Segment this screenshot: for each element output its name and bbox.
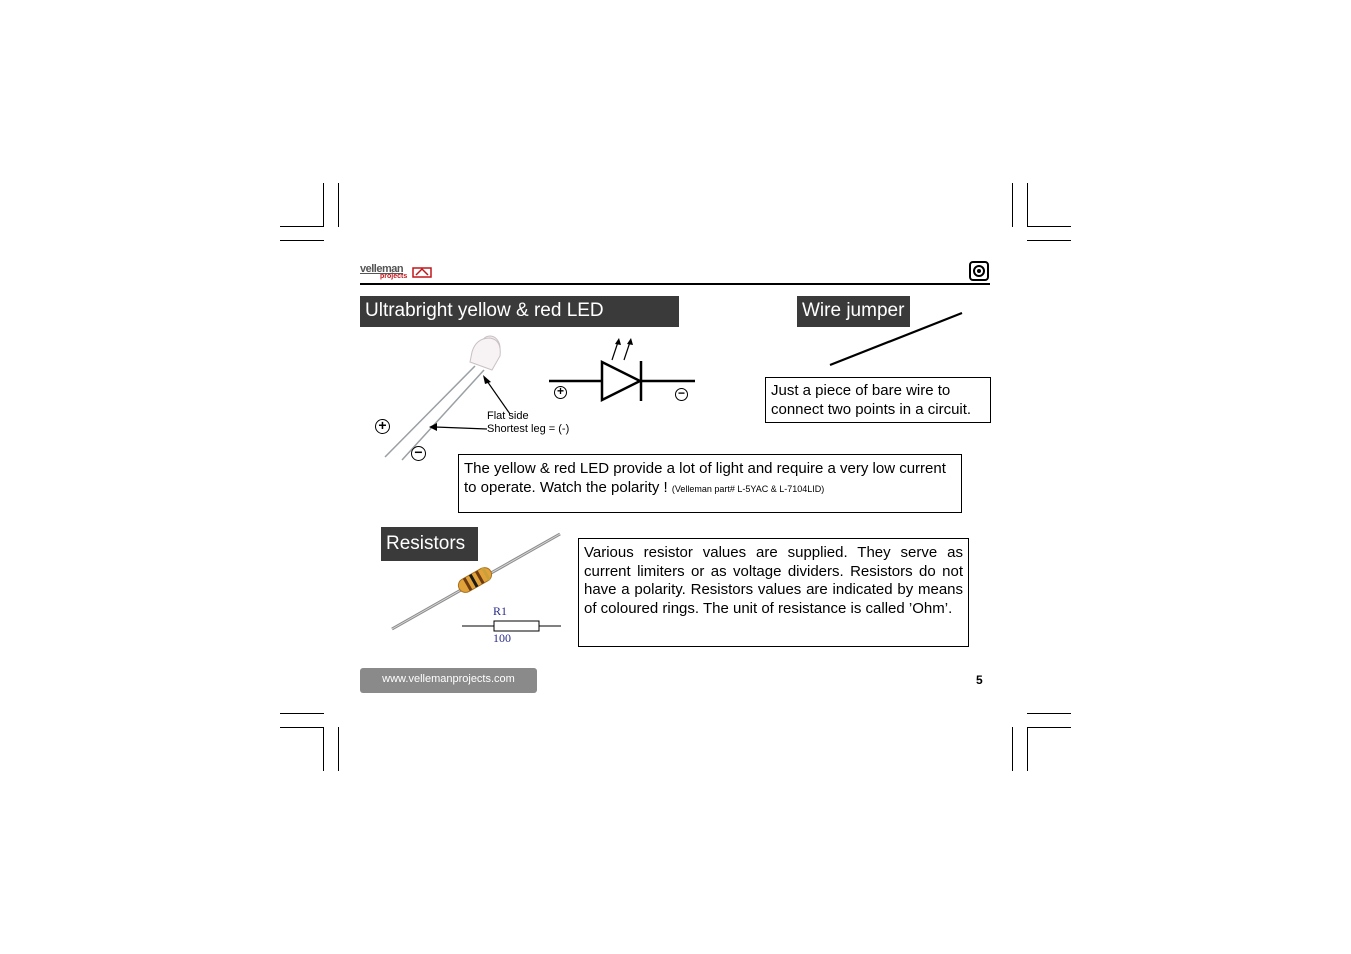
wire-jumper-drawing bbox=[828, 310, 966, 370]
led-description: The yellow & red LED provide a lot of light and require a very low current to operate. Watch the polarity ! bbox=[464, 460, 946, 496]
footer-url-link[interactable]: www.vellemanprojects.com bbox=[360, 668, 537, 693]
brand-logo bbox=[360, 263, 435, 283]
resistor-ref-label: R1 bbox=[493, 604, 508, 618]
led-description-box bbox=[458, 454, 962, 513]
led-part-note: (Velleman part# L-5YAC & L-7104LID) bbox=[671, 484, 825, 494]
led-title: Ultrabright yellow & red LED bbox=[360, 296, 679, 327]
led-schematic-symbol bbox=[548, 334, 696, 406]
minus-icon: − bbox=[411, 446, 426, 461]
brand-main: velleman bbox=[360, 263, 404, 275]
brand-sub: projects bbox=[380, 273, 408, 280]
flat-side-label: Flat side bbox=[487, 410, 529, 422]
schematic-plus-icon: + bbox=[554, 386, 567, 399]
page-number: 5 bbox=[976, 673, 983, 687]
resistor-value-label: 100 bbox=[493, 631, 511, 645]
wire-title: Wire jumper bbox=[797, 296, 910, 327]
plus-icon: + bbox=[375, 419, 390, 434]
brand-mark-icon bbox=[412, 265, 432, 279]
schematic-minus-icon: − bbox=[675, 388, 688, 401]
shortest-leg-label: Shortest leg = (-) bbox=[487, 423, 570, 435]
wire-description: Just a piece of bare wire to connect two points in a circuit. bbox=[765, 377, 991, 423]
resistor-schematic-symbol bbox=[462, 618, 562, 634]
resistors-description: Various resistor values are supplied. They serve as current limiters or as voltage dividers. Resistors do not have a polarity. Resistors values are indicated by means of coloured rings. The unit of resistance is called ’Ohm’. bbox=[578, 538, 969, 647]
header-rule bbox=[360, 283, 990, 285]
resistors-title: Resistors bbox=[381, 527, 478, 561]
